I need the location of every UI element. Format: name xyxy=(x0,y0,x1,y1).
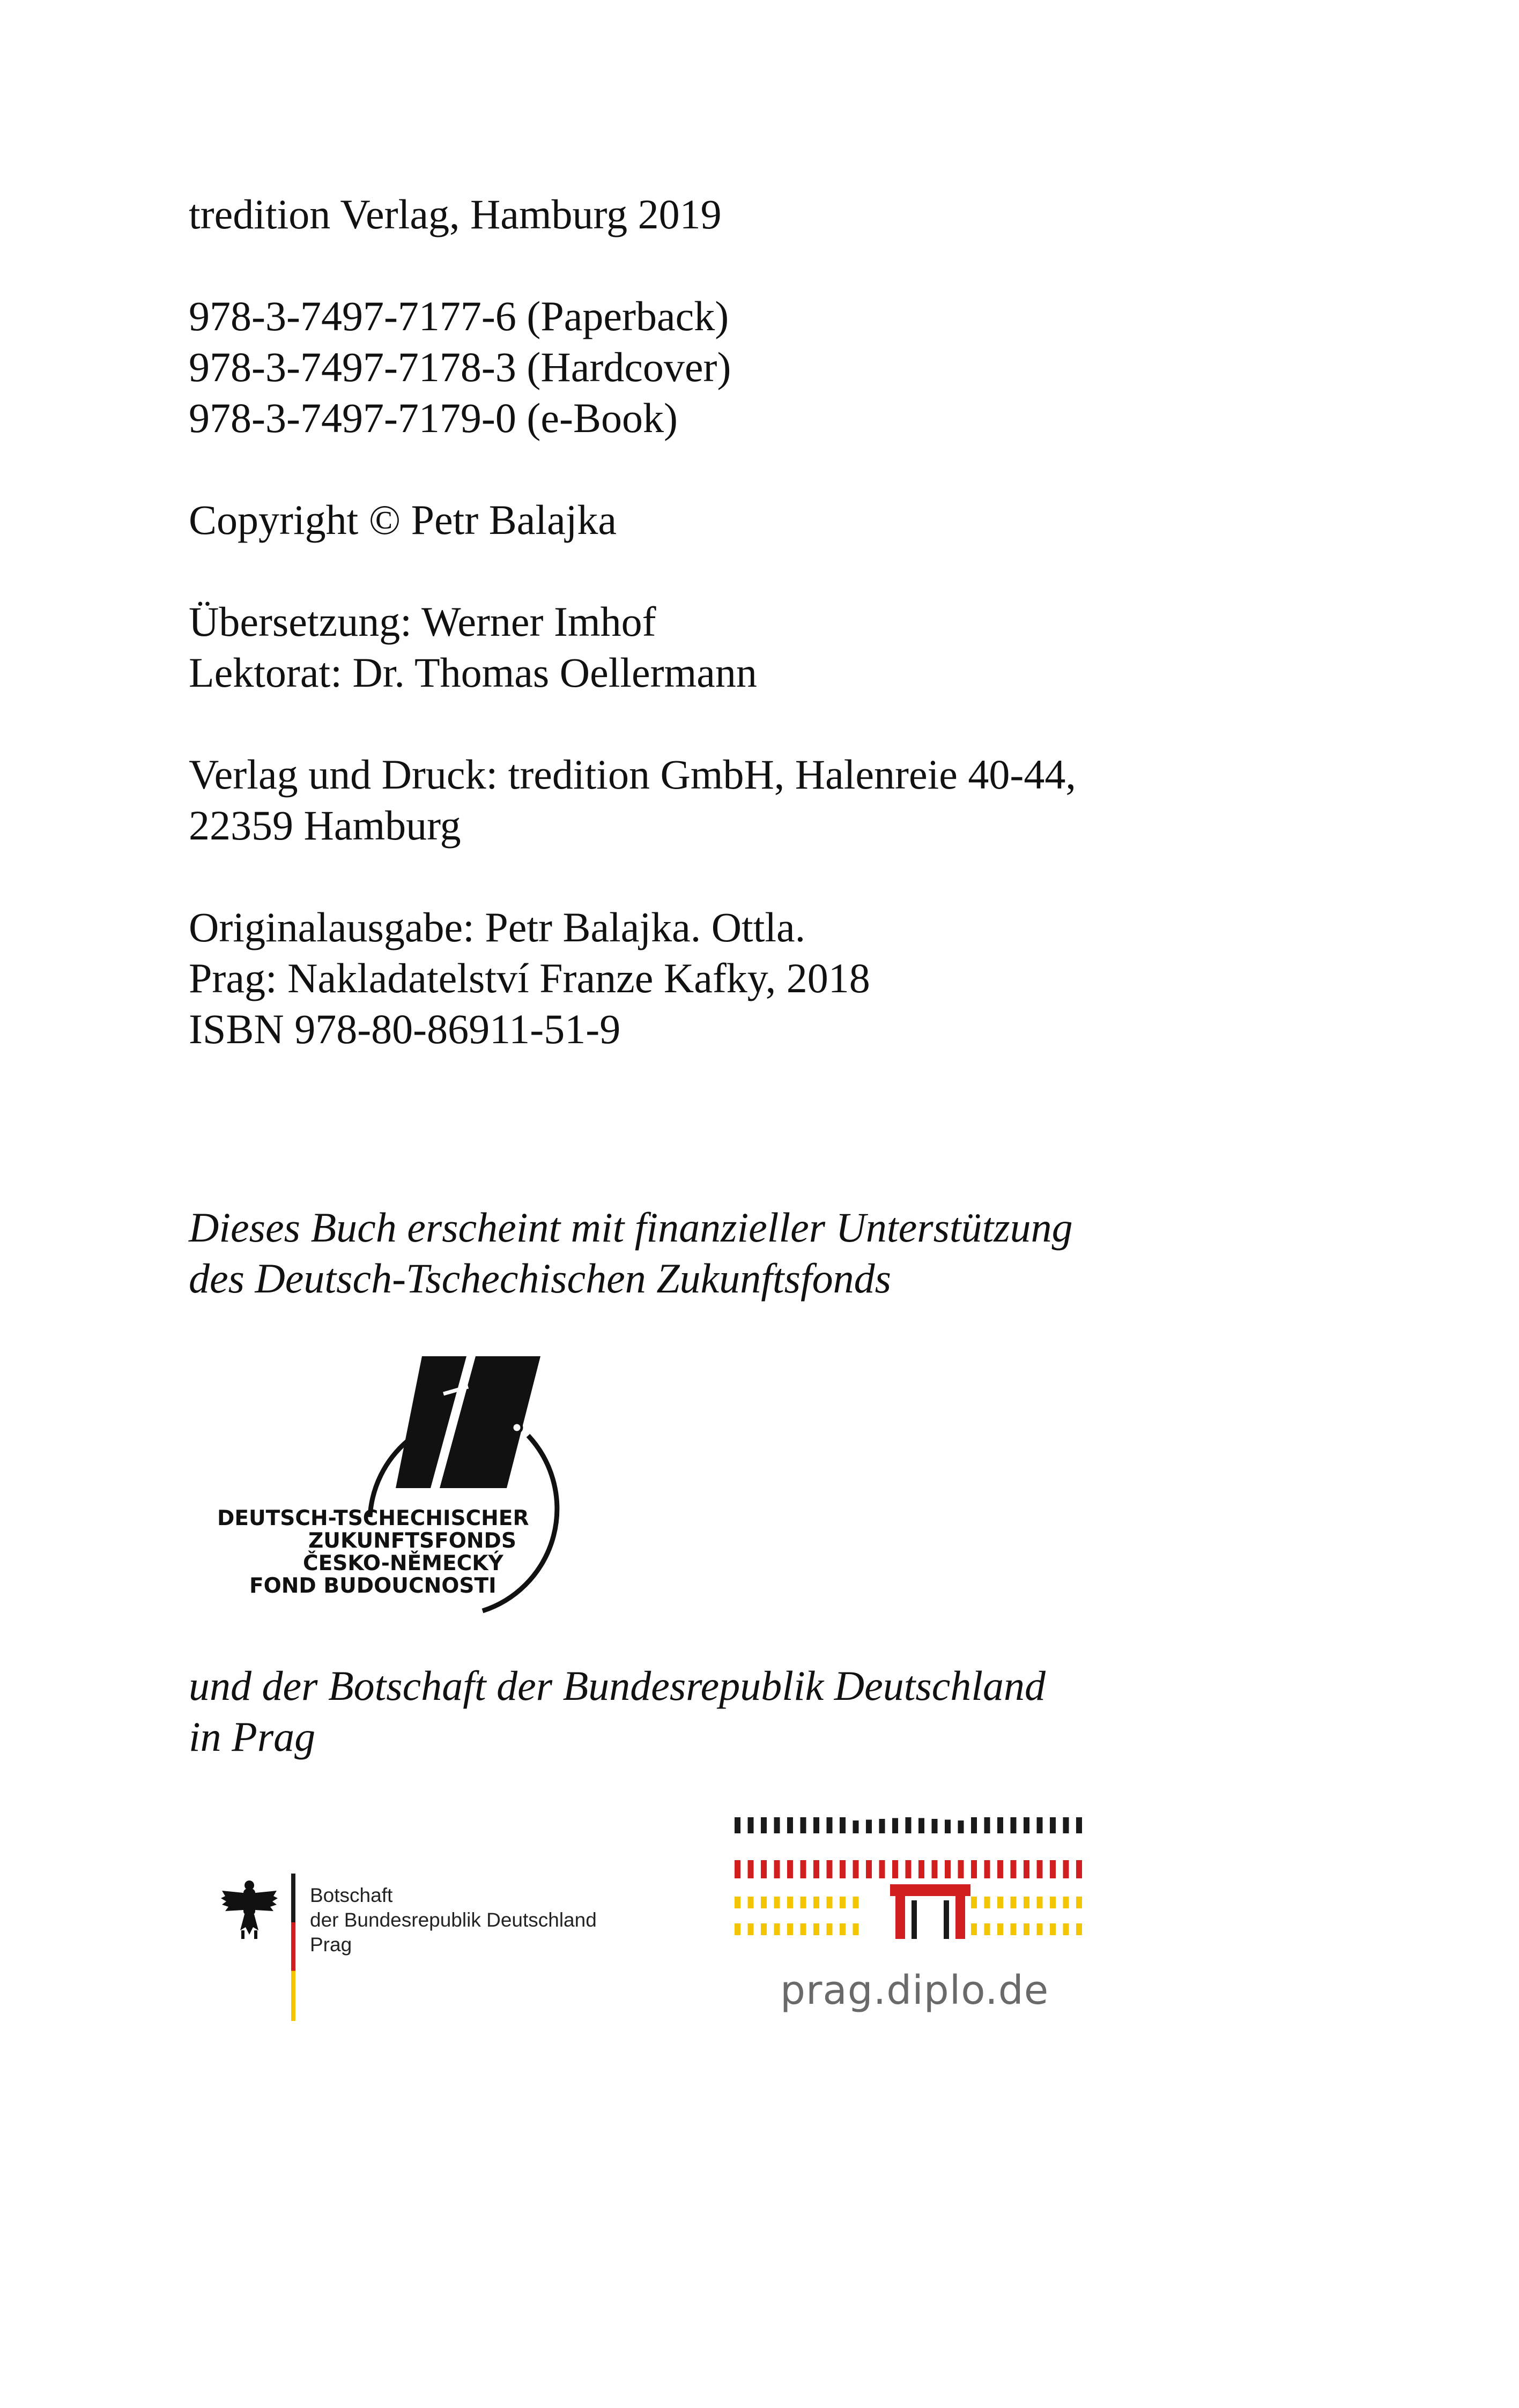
diplo-logo xyxy=(729,1807,1115,2032)
embassy-logo-text-2: der Bundesrepublik Deutschland xyxy=(310,1909,597,1931)
support-line-1: Dieses Buch erscheint mit finanzieller Unterstützung xyxy=(189,1204,1073,1251)
isbn-ebook: 978-3-7497-7179-0 (e-Book) xyxy=(189,395,678,441)
publisher-line: tredition Verlag, Hamburg 2019 xyxy=(189,191,722,237)
embassy-logo-text-1: Botschaft xyxy=(310,1884,393,1906)
print-line-1: Verlag und Druck: tredition GmbH, Halenreie 40-44, xyxy=(189,751,1076,798)
flag-bar xyxy=(291,1874,295,2021)
fund-logo-text-3: ČESKO-NĚMECKÝ xyxy=(303,1551,503,1575)
embassy-building-icon xyxy=(729,1807,1115,1962)
original-edition-line-1: Originalausgabe: Petr Balajka. Ottla. xyxy=(189,904,806,950)
support-line-2: des Deutsch-Tschechischen Zukunftsfonds xyxy=(189,1255,891,1302)
print-line-2: 22359 Hamburg xyxy=(189,802,461,849)
federal-eagle-icon xyxy=(220,1879,279,1943)
translation-line: Übersetzung: Werner Imhof xyxy=(189,598,656,645)
original-edition-line-2: Prag: Nakladatelství Franze Kafky, 2018 xyxy=(189,955,870,1001)
support-line-4: in Prag xyxy=(189,1713,316,1760)
fund-logo-text-2: ZUKUNFTSFONDS xyxy=(308,1529,517,1553)
editing-line: Lektorat: Dr. Thomas Oellermann xyxy=(189,649,757,696)
embassy-logo xyxy=(220,1874,649,2034)
embassy-logo-text-3: Prag xyxy=(310,1934,352,1956)
original-isbn: ISBN 978-80-86911-51-9 xyxy=(189,1006,621,1052)
fund-logo-text-4: FOND BUDOUCNOSTI xyxy=(249,1574,497,1598)
fund-logo xyxy=(209,1351,584,1619)
isbn-paperback: 978-3-7497-7177-6 (Paperback) xyxy=(189,293,729,339)
fund-logo-text-1: DEUTSCH-TSCHECHISCHER xyxy=(217,1506,529,1530)
copyright-line: Copyright © Petr Balajka xyxy=(189,496,617,543)
diplo-url: prag.diplo.de xyxy=(780,1967,1049,2013)
support-line-3: und der Botschaft der Bundesrepublik Deutschland xyxy=(189,1662,1046,1709)
isbn-hardcover: 978-3-7497-7178-3 (Hardcover) xyxy=(189,344,731,390)
